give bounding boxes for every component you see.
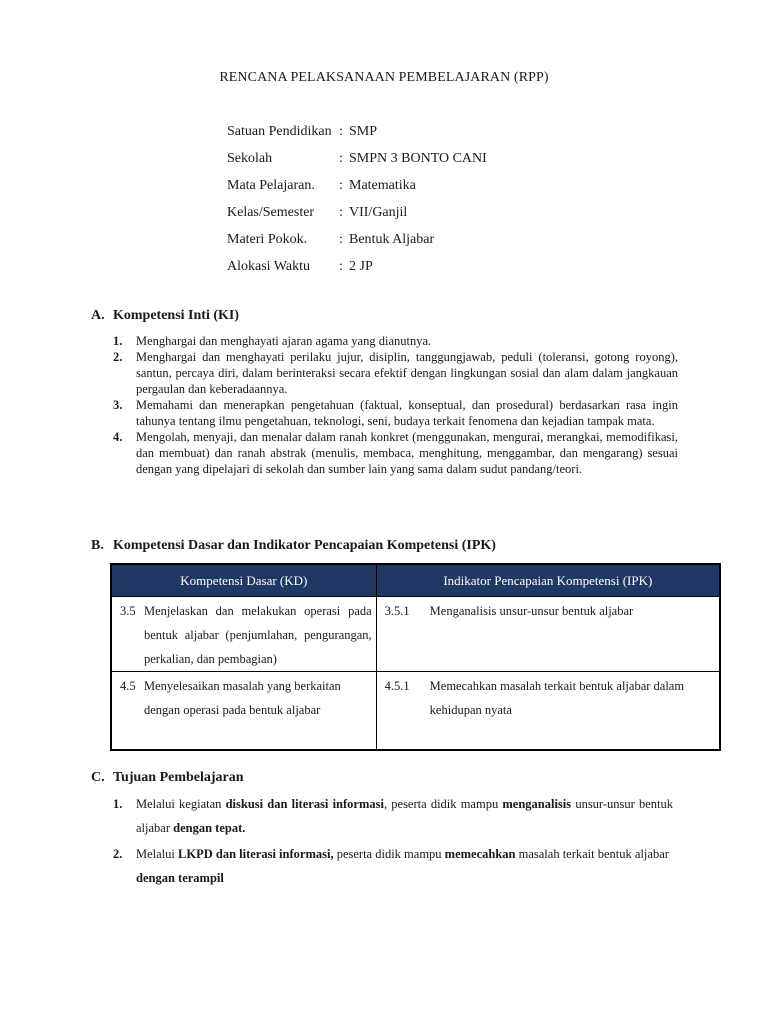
- list-text: Memahami dan menerapkan pengetahuan (faktual, konseptual, dan prosedural) berdasarkan rasa ingin tahunya tentang ilmu pengetahuan, teknologi, seni, budaya terkait fenomena dan kejadian tampak mata.: [136, 398, 678, 428]
- table-row: [111, 597, 720, 672]
- identity-value: 2 JP: [349, 259, 373, 274]
- list-number: 2.: [113, 350, 123, 364]
- identity-value: Bentuk Aljabar: [349, 232, 435, 247]
- identity-label: Mata Pelajaran.: [227, 178, 315, 193]
- text-run: Melalui: [136, 847, 179, 861]
- text-run: Melalui kegiatan: [136, 797, 226, 811]
- list-item: [113, 429, 678, 477]
- identity-block: [227, 124, 487, 286]
- identity-value: SMP: [349, 124, 378, 139]
- section-letter: A.: [91, 308, 105, 323]
- identity-value: VII/Ganjil: [349, 205, 408, 220]
- bold-text-run: LKPD dan literasi informasi,: [178, 847, 334, 861]
- ipk-cell: [376, 597, 720, 672]
- identity-row: [227, 124, 487, 151]
- text-run: peserta didik mampu: [333, 847, 445, 861]
- list-number: 3.: [113, 398, 123, 412]
- list-text: [136, 842, 673, 890]
- section-title: Kompetensi Inti (KI): [113, 308, 239, 323]
- identity-separator: :: [339, 151, 343, 166]
- kd-code: 4.5: [120, 679, 136, 693]
- list-number: 1.: [113, 334, 123, 348]
- ipk-code: 3.5.1: [384, 604, 410, 618]
- identity-row: [227, 205, 487, 232]
- identity-separator: :: [339, 259, 343, 274]
- identity-label: Satuan Pendidikan: [227, 124, 332, 139]
- list-text: Mengolah, menyaji, dan menalar dalam ranah konkret (menggunakan, mengurai, merangkai, memodifikasi, dan membuat) dan ranah abstrak (menulis, membaca, menghitung, menggambar, dan mengarang) sesuai dengan yang dipelajari di sekolah dan sumber lain yang sama dalam sudut pandang/teori.: [136, 430, 678, 476]
- identity-value: Matematika: [349, 178, 416, 193]
- identity-label: Kelas/Semester: [227, 205, 315, 220]
- list-number: 2.: [113, 847, 123, 861]
- bold-text-run: menganalisis: [502, 797, 572, 811]
- bold-text-run: diskusi dan literasi informasi: [225, 797, 384, 811]
- kd-text: Menyelesaikan masalah yang berkaitan dengan operasi pada bentuk aljabar: [144, 679, 341, 717]
- list-item: [113, 333, 678, 349]
- ki-list: [113, 333, 678, 477]
- identity-row: [227, 259, 487, 286]
- list-text: Menghargai dan menghayati perilaku jujur, disiplin, tanggungjawab, peduli (toleransi, gotong royong), santun, percaya diri, dalam berinteraksi secara efektif dengan lingkungan sosial dan alam dalam jangkauan pergaulan dan keberadaannya.: [136, 350, 678, 396]
- identity-separator: :: [339, 205, 343, 220]
- kd-cell: [111, 597, 376, 672]
- identity-value: SMPN 3 BONTO CANI: [349, 151, 487, 166]
- section-title: Tujuan Pembelajaran: [113, 770, 244, 785]
- list-item: [113, 842, 673, 890]
- table-header-row: [111, 564, 720, 597]
- section-b-heading: [91, 538, 496, 554]
- list-item: [113, 397, 678, 429]
- list-text: Menghargai dan menghayati ajaran agama yang dianutnya.: [136, 334, 432, 348]
- text-run: , peserta didik mampu: [383, 797, 503, 811]
- identity-row: [227, 232, 487, 259]
- identity-row: [227, 151, 487, 178]
- list-number: 4.: [113, 430, 123, 444]
- bold-text-run: memecahkan: [444, 847, 516, 861]
- list-item: [113, 792, 673, 840]
- text-run: unsur-unsur bentuk aljabar: [136, 797, 673, 835]
- text-run: masalah terkait bentuk aljabar: [515, 847, 669, 861]
- kd-text: Menjelaskan dan melakukan operasi pada bentuk aljabar (penjumlahan, pengurangan, perkalian, dan pembagian): [144, 604, 372, 666]
- ipk-text: Memecahkan masalah terkait bentuk aljabar dalam kehidupan nyata: [429, 679, 685, 717]
- identity-separator: :: [339, 232, 343, 247]
- list-text: [136, 792, 673, 840]
- section-c-heading: [91, 770, 244, 786]
- kd-ipk-table: [110, 563, 721, 751]
- ipk-cell: [376, 672, 720, 750]
- table-header-ipk: Indikator Pencapaian Kompetensi (IPK): [376, 564, 720, 597]
- bold-text-run: dengan terampil: [136, 871, 224, 885]
- ipk-code: 4.5.1: [384, 679, 410, 693]
- kd-code: 3.5: [120, 604, 136, 618]
- document-title: RENCANA PELAKSANAAN PEMBELAJARAN (RPP): [219, 70, 549, 85]
- identity-label: Sekolah: [227, 151, 273, 166]
- identity-separator: :: [339, 178, 343, 193]
- kd-cell: [111, 672, 376, 750]
- list-item: [113, 349, 678, 397]
- section-title: Kompetensi Dasar dan Indikator Pencapaian Kompetensi (IPK): [113, 538, 496, 553]
- tujuan-list: [113, 792, 673, 892]
- identity-label: Materi Pokok.: [227, 232, 308, 247]
- identity-label: Alokasi Waktu: [227, 259, 310, 274]
- section-letter: B.: [91, 538, 104, 553]
- identity-row: [227, 178, 487, 205]
- section-a-heading: [91, 308, 239, 324]
- table-row: [111, 672, 720, 750]
- list-number: 1.: [113, 797, 123, 811]
- section-letter: C.: [91, 770, 105, 785]
- ipk-text: Menganalisis unsur-unsur bentuk aljabar: [429, 604, 634, 618]
- table-header-kd: Kompetensi Dasar (KD): [111, 564, 376, 597]
- identity-separator: :: [339, 124, 343, 139]
- bold-text-run: dengan tepat.: [173, 821, 246, 835]
